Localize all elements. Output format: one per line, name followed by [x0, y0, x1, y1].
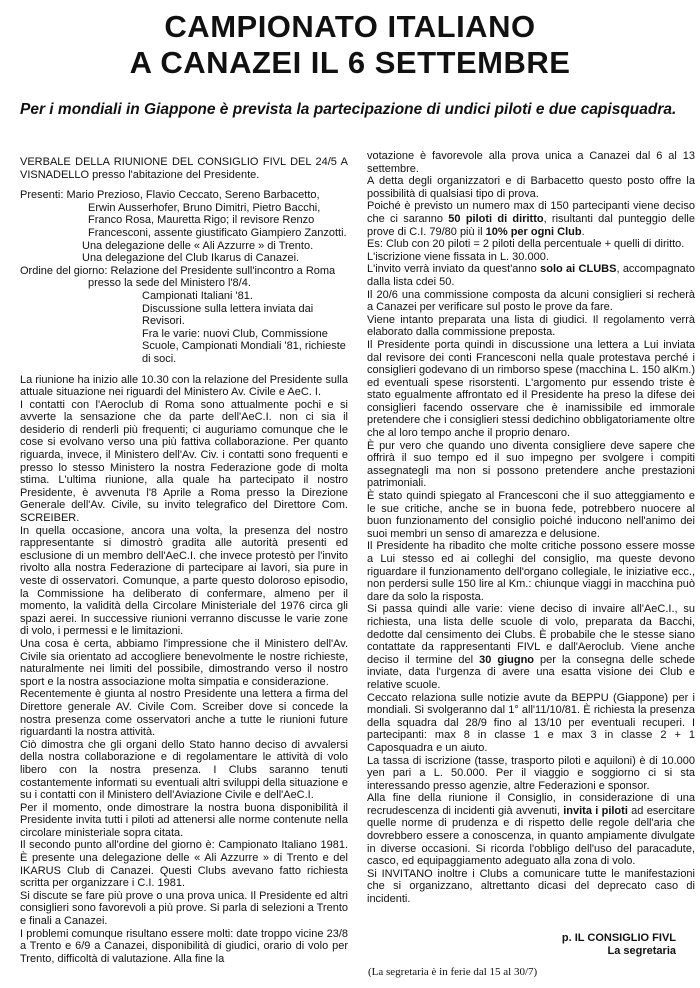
bold-text: solo ai CLUBS: [540, 263, 617, 276]
right-column: [367, 150, 695, 950]
bold-text: 30 giugno: [479, 653, 535, 666]
agenda-item-2: Campionati Italiani '81.: [142, 289, 253, 302]
paragraph: [367, 263, 695, 288]
minutes-header: VERBALE DELLA RIUNIONE DEL CONSIGLIO FIVL DEL 24/5 A VISNADELLO presso l'abitazione del Presidente.: [20, 156, 348, 181]
text-run: .: [581, 225, 585, 238]
paragraph: Viene intanto preparata una lista di giudici. Il regolamento verrà elaborato dalla commissione preposta.: [367, 313, 695, 339]
paragraph: L'iscrizione viene fissata in L. 30.000.: [367, 250, 549, 263]
paragraph: [367, 603, 695, 691]
paragraph: La riunione ha inizio alle 10.30 con la relazione del Presidente sulla attuale situazione nei riguardi del Ministero Av. Civile e AeC. I.: [20, 373, 348, 399]
text-run: , risultanti dal punteggio delle prove di C.I. 79/80 più il: [367, 212, 695, 238]
paragraph: Il secondo punto all'ordine del giorno è: Campionato Italiano 1981. È presente una delegazione delle « Ali Azzurre » di Trento e del IKARUS Club di Canazei. Questi Clubs avevano fatto richiesta scritta per organizzare i C.I. 1981.: [20, 839, 348, 890]
text-run: Alla fine della riunione il Consiglio, in considerazione di una recrudescenza di incidenti già avvenuti,: [367, 792, 695, 817]
agenda-item-4: Fra le varie: nuovi Club, Commissione Scuole, Campionati Mondiali '81, richieste di soci.: [142, 327, 346, 365]
paragraph: [367, 200, 695, 238]
paragraph: In quella occasione, ancora una volta, la presenza del nostro rappresentante si dimostrò gradita alle autorità presenti ed esclusione di un membro dell'AeC.I. che invece protestò per l'invito rivolto alla nostra Federazione di partecipare ai lavori, sia pure in veste di osservatori. Comunque, a parte questo doloroso episodio, la Commissione ha deliberato di confermare, almeno per il momento, la validità della Circolare Ministeriale del 1976 circa gli spazi aerei. In successive riunioni verranno discusse le varie zone di volo, i permessi e le limitazioni.: [20, 524, 348, 638]
paragraph: Il 20/6 una commissione composta da alcuni consiglieri si recherà a Canazei per verificare sul posto le prove da fare.: [367, 288, 695, 314]
paragraph: È stato quindi spiegato al Francesconi che il suo atteggiamento e le sue critiche, anche se in buona fede, potrebbero nuocere al buon funzionamento del consiglio poiché inducono nell'animo dei suoi membri un senso di amarezza e delusione.: [367, 490, 695, 540]
text-run: , accompagnato dalla lista cdei 50.: [367, 263, 695, 288]
paragraph: Per il momento, onde dimostrare la nostra buona disponibilità il Presidente invita tutti i piloti ad attenersi alle norme contenute nella circolare ministeriale sopra citata.: [20, 801, 348, 839]
agenda-item-3: Discussione sulla lettera inviata dai Revisori.: [142, 302, 314, 328]
left-column: [20, 156, 348, 965]
paragraph: Si discute se fare più prove o una prova unica. Il Presidente ed altri consiglieri sono favorevoli a più prove. Si parla di selezioni a Trento e finali a Canazei.: [20, 889, 348, 928]
footnote: (La segretaria è in ferie dal 15 al 30/7): [368, 966, 538, 978]
attendees: Presenti: Mario Prezioso, Flavio Ceccato, Sereno Barbacetto, Erwin Ausserhofer, Bruno Dimitri, Pietro Bacchi, Franco Rosa, Mauretta Rigo; il revisore Renzo Francesconi, assente giustificato Giampiero Zanzotti.: [20, 189, 347, 239]
text-run: per la consegna delle schede inviate, data l'urgenza di avere una esatta visione dei Club e relative scuole.: [367, 653, 695, 691]
bold-text: invita i piloti: [563, 804, 628, 817]
title-line-2: A CANAZEI IL 6 SETTEMBRE: [129, 45, 571, 80]
agenda-item-1: Ordine del giorno: Relazione del Presidente sull'incontro a Roma presso la sede del Ministero l'8/4.: [20, 264, 336, 290]
paragraph: Recentemente è giunta al nostro Presidente una lettera a firma del Direttore generale AV. Civile Com. Screiber dove si concede la nostra presenza come osservatori anche a tutte le riunioni future riguardanti la nostra attività.: [20, 688, 348, 739]
paragraph: votazione è favorevole alla prova unica a Canazei dal 6 al 13 settembre.: [367, 150, 695, 175]
paragraph: Ciò dimostra che gli organi dello Stato hanno deciso di avvalersi della nostra collaborazione e di regolamentare le attività di volo libero con la nostra presenza. I Clubs saranno tenuti costantemente informati su eventuali altri sviluppi della situazione e su i contatti con il Ministero dell'Aviazione Civile e dell'AeC.I.: [20, 738, 348, 802]
signature-line-2: La segretaria: [607, 945, 676, 957]
paragraph: Es: Club con 20 piloti = 2 piloti della percentuale + quelli di diritto.: [367, 238, 685, 251]
paragraph: La tassa di iscrizione (tasse, trasporto piloti e aquiloni) è di 10.000 yen pari a L. 50.000. Per il viaggio e soggiorno ci si sta interessando presso agenzie, altre Federazioni e sponsor.: [367, 754, 695, 792]
paragraph: I problemi comunque risultano essere molti: date troppo vicine 23/8 a Trento e 6/9 a Canazei, disponibilità di giudici, orario di volo per Trento, difficoltà di valutazione. Alla fine la: [20, 927, 348, 965]
paragraph: I contatti con l'Aeroclub di Roma sono attualmente pochi e si avverte la sensazione che da parte dell'AeC.I. non ci sia il desiderio di renderli più frequenti; ci auguriamo comunque che le cose si evolvano verso una più fattiva collaborazione. Per quanto riguarda, invece, il Ministero dell'Av. Civ. i contatti sono frequenti e presso lo stesso Ministero la nostra Federazione gode di molta stima. L'ultima riunione, alla quale ha partecipato il nostro Presidente, è avvenuta l'8 Aprile a Roma presso la Direzione Generale dell'Av. Civile, su invito telegrafico del Direttore Com. SCREIBER.: [20, 398, 348, 525]
paragraph: Il Presidente porta quindi in discussione una lettera a Lui inviata dal revisore dei conti Francesconi nella quale protestava perché i consiglieri godevano di un rimborso spese (macchina L. 150 alKm.) ed eventuali spese risorstenti. L'argomento pur essendo triste è stato egualmente affrontato ed il Presidente ha preso la difese dei consiglieri facendo osservare che è inamissibile ed immorale pretendere che i consiglieri stessi dedichino obbligatoriamente oltre che al loro tempo anche il proprio denaro.: [367, 338, 695, 440]
delegation-ikarus: Una delegazione del Club Ikarus di Canazei.: [82, 252, 300, 265]
paragraph: Ceccato relaziona sulle notizie avute da BEPPU (Giappone) per i mondiali. Si svolgeranno dal 1° all'11/10/81. È richiesta la presenza della squadra dal 28/9 fino al 13/10 per eventuali recuperi. I partecipanti: max 8 in classe 1 e max 3 in classe 2 + 1 Caposquadra e un aiuto.: [367, 691, 695, 754]
text-run: L'invito verrà inviato da quest'anno: [367, 263, 541, 276]
paragraph: È pur vero che quando uno diventa consigliere deve sapere che offrirà il suo tempo ed il suo impegno per svolgere i compiti assegnategli ma non si possono pretendere anche prestazioni patrimoniali.: [367, 439, 695, 490]
bold-text: 50 piloti di diritto: [448, 212, 544, 225]
paragraph: Il Presidente ha ribadito che molte critiche possono essere mosse a Lui stesso ed ai colleghi del consiglio, ma queste devono riguardare il funzionamento dell'organo collegiale, le iniziative ecc., non perdersi sulle 150 lire al Km.: chiunque viaggi in macchina può dare da solo la risposta.: [367, 540, 695, 603]
paragraph: Una cosa è certa, abbiamo l'impressione che il Ministero dell'Av. Civile sia orientato ad accogliere benevolmente le nostre richieste, naturalmente nei limiti del possibile, dimostrando verso il nostro sport e la nostra associazione molta simpatia e considerazione.: [20, 637, 348, 688]
signature-block: [562, 932, 676, 958]
text-run: ad esercitare quelle norme di prudenza e di rispetto delle regole dell'aria che dovrebbero essere a conoscenza, in quanto ampiamente divulgate in diverse occasioni. Si ricorda l'obbligo dell'uso del paracadute, casco, ed equipaggiamento adeguato alla zona di volo.: [367, 804, 695, 868]
text-run: Poiché è previsto un numero max di 150 partecipanti viene deciso che ci saranno: [367, 200, 695, 225]
delegation-ali-azzurre: Una delegazione delle « Ali Azzurre » di Trento.: [82, 239, 314, 252]
text-run: Si passa quindi alle varie: viene deciso di invaire all'AeC.I., su richiesta, una lista delle scuole di volo, preparata da Bacchi, dedotte dal censimento dei Clubs. È probabile che le stesse siano contattate da rappresentanti FIVL e dall'Aeroclub. Viene anche deciso il termine del: [367, 603, 695, 666]
signature-line-1: p. IL CONSIGLIO FIVL: [561, 932, 676, 944]
paragraph: Si INVITANO inoltre i Clubs a comunicare tutte le manifestazioni che si organizzano, altrettanto dicasi del deprecato caso di incidenti.: [367, 867, 695, 906]
paragraph: A detta degli organizzatori e di Barbacetto questo posto offre la possibilità di qualsiasi tipo di prova.: [367, 175, 695, 200]
title-line-1: CAMPIONATO ITALIANO: [164, 9, 536, 44]
paragraph: [367, 792, 695, 868]
bold-text: 10% per ogni Club: [485, 225, 582, 238]
subtitle: Per i mondiali in Giappone è prevista la partecipazione di undici piloti e due capisquadra.: [20, 101, 677, 118]
